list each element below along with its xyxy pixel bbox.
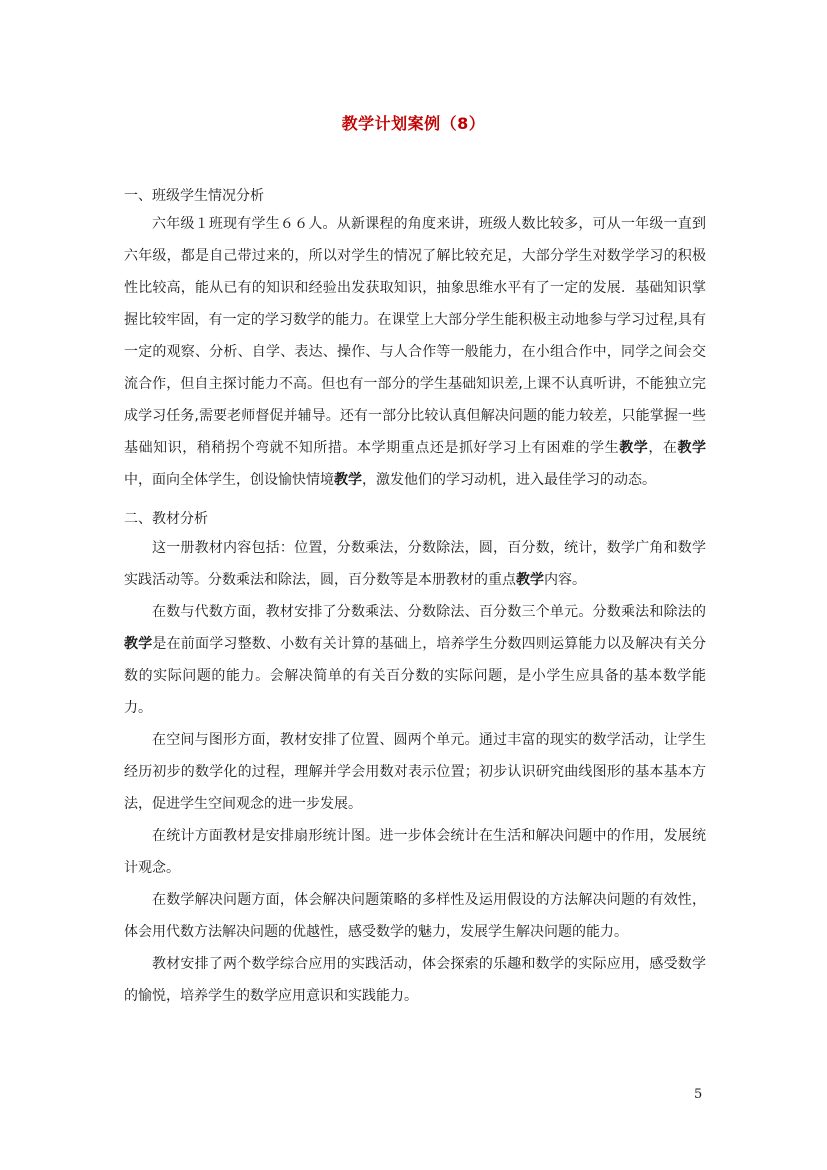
page-number: 5 xyxy=(694,1087,703,1102)
emphasis-text: 教学 xyxy=(619,440,649,456)
document-body xyxy=(124,184,706,1012)
paragraph xyxy=(124,948,706,1012)
section-heading-1: 一、班级学生情况分析 xyxy=(124,188,264,204)
paragraph-text: 六年级１班现有学生６６人。从新课程的角度来讲，班级人数比较多，可从一年级一直到六年级，都是自己带过来的，所以对学生的情况了解比较充足，大部分学生对数学学习的积极性比较高，能从已有的知识和经验出发获取知识，抽象思维水平有了一定的发展．基础知识掌握比较牢固，有一定的学习数学的能力。在课堂上大部分学生能积极主动地参与学习过程,具有一定的观察、分析、自学、表达、操作、与人合作等一般能力，在小组合作中，同学之间会交流合作，但自主探讨能力不高。但也有一部分的学生基础知识差,上课不认真听讲，不能独立完成学习任务,需要老师督促并辅导。还有一部分比较认真但解决问题的能力较差，只能掌握一些基础知识，稍稍拐个弯就不知所措。本学期重点还是抓好学习上有困难的学生 xyxy=(124,216,706,456)
paragraph xyxy=(124,884,706,948)
paragraph xyxy=(124,532,706,596)
paragraph-text: 在空间与图形方面，教材安排了位置、圆两个单元。通过丰富的现实的数学活动，让学生经历初步的数学化的过程，理解并学会用数对表示位置；初步认识研究曲线图形的基本基本方法，促进学生空间观念的进一步发展。 xyxy=(124,732,706,812)
paragraph-text: 在统计方面教材是安排扇形统计图。进一步体会统计在生活和解决问题中的作用，发展统计观念。 xyxy=(124,828,706,876)
paragraph-text: 中，面向全体学生，创设愉快情境 xyxy=(124,472,334,488)
paragraph-text: 在数与代数方面，教材安排了分数乘法、分数除法、百分数三个单元。分数乘法和除法的 xyxy=(152,604,706,620)
paragraph-text: 内容。 xyxy=(544,572,586,588)
section-heading-2: 二、教材分析 xyxy=(124,511,208,527)
paragraph xyxy=(124,208,706,496)
paragraph-text: ，在 xyxy=(648,440,678,456)
emphasis-text: 教学 xyxy=(124,636,153,652)
emphasis-text: 教学 xyxy=(334,472,362,488)
paragraph-text: 教材安排了两个数学综合应用的实践活动，体会探索的乐趣和数学的实际应用，感受数学的愉悦，培养学生的数学应用意识和实践能力。 xyxy=(124,956,706,1004)
emphasis-text: 教学 xyxy=(677,440,707,456)
paragraph xyxy=(124,724,706,820)
paragraph-text: 这一册教材内容包括：位置，分数乘法，分数除法，圆，百分数，统计，数学广角和数学实践活动等。分数乘法和除法，圆，百分数等是本册教材的重点 xyxy=(124,540,706,588)
paragraph-text: ，激发他们的学习动机，进入最佳学习的动态。 xyxy=(362,472,656,488)
paragraph-text: 在数学解决问题方面，体会解决问题策略的多样性及运用假设的方法解决问题的有效性，体会用代数方法解决问题的优越性，感受数学的魅力，发展学生解决问题的能力。 xyxy=(124,892,706,940)
emphasis-text: 教学 xyxy=(516,572,544,588)
paragraph xyxy=(124,596,706,724)
document-title: 教学计划案例（8） xyxy=(341,114,486,133)
paragraph xyxy=(124,820,706,884)
paragraph-text: 是在前面学习整数、小数有关计算的基础上，培养学生分数四则运算能力以及解决有关分数的实际问题的能力。会解决简单的有关百分数的实际问题，是小学生应具备的基本数学能力。 xyxy=(124,636,707,716)
